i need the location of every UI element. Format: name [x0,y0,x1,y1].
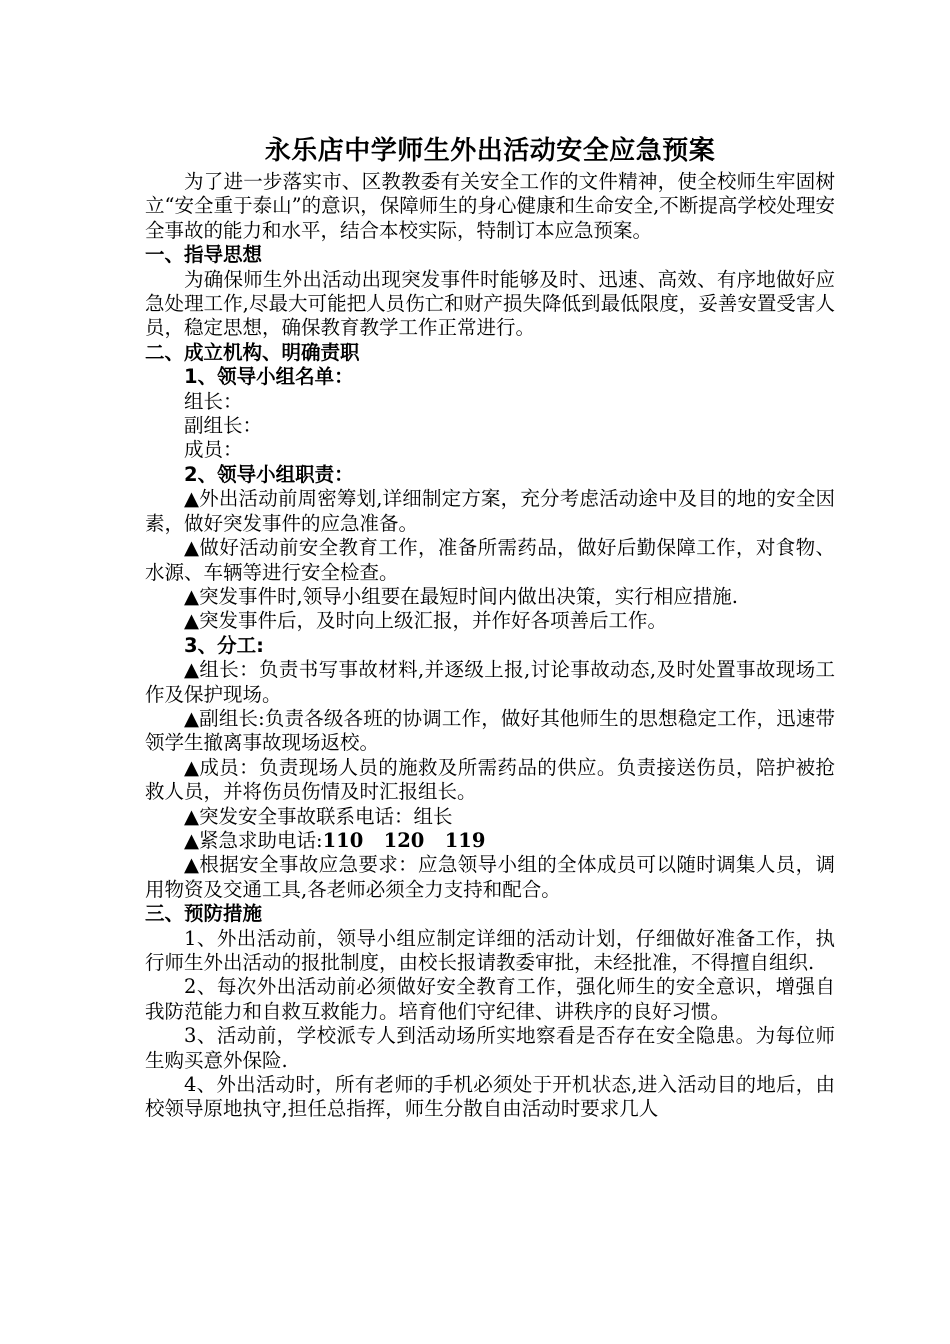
section-paragraph: 为确保师生外出活动出现突发事件时能够及时、迅速、高效、有序地做好应急处理工作,尽最大可能把人员伤亡和财产损失降低到最低限度，妥善安置受害人员，稳定思想，确保教育教学工作正常进行。 [145,267,835,340]
section-heading-guiding-ideology: 一、指导思想 [145,243,263,267]
deputy-leader-line: 副组长： [184,414,263,438]
labor-item: ▲成员：负责现场人员的施救及所需药品的供应。负责接送伤员，陪护被抢救人员，并将伤员伤情及时汇报组长。 [145,755,835,804]
prevention-item: 2、每次外出活动前必须做好安全教育工作，强化师生的安全意识，增强自我防范能力和自救互救能力。培育他们守纪律、讲秩序的良好习惯。 [145,975,835,1023]
subheading-leadership-duties: 2、领导小组职责： [184,462,354,486]
duty-item: ▲突发事件时,领导小组要在最短时间内做出决策，实行相应措施. [184,584,738,608]
duty-item: ▲做好活动前安全教育工作，准备所需药品，做好后勤保障工作，对食物、水源、车辆等进行安全检查。 [145,536,835,584]
prevention-item: 1、外出活动前，领导小组应制定详细的活动计划，仔细做好准备工作，执行师生外出活动的报批制度，由校长报请教委审批，未经批准，不得擅自组织. [145,926,835,974]
duty-item: ▲外出活动前周密筹划,详细制定方案，充分考虑活动途中及目的地的安全因素，做好突发事件的应急准备。 [145,487,835,535]
document-title: 永乐店中学师生外出活动安全应急预案 [264,136,716,166]
leader-line: 组长： [184,389,243,413]
prevention-item: 4、外出活动时，所有老师的手机必须处于开机状态,进入活动目的地后，由校领导原地执守,担任总指挥，师生分散自由活动时要求几人 [145,1073,835,1121]
emergency-phone-line [145,829,835,853]
subheading-division-of-labor: 3、分工: [184,633,264,657]
members-line: 成员： [184,438,243,462]
labor-item: ▲副组长:负责各级各班的协调工作，做好其他师生的思想稳定工作，迅速带领学生撤离事故现场返校。 [145,706,835,755]
duty-item: ▲突发事件后，及时向上级汇报，并作好各项善后工作。 [184,609,667,633]
labor-item: ▲根据安全事故应急要求：应急领导小组的全体成员可以随时调集人员，调用物资及交通工具,各老师必须全力支持和配合。 [145,853,835,901]
document-page [145,134,835,1122]
section-heading-prevention: 三、预防措施 [145,902,263,926]
emergency-phone-numbers: 110 120 119 [322,828,486,852]
section-heading-organization: 二、成立机构、明确责职 [145,340,360,364]
emergency-phone-label: ▲紧急求助电话: [184,828,323,852]
subheading-leadership-list: 1、领导小组名单： [184,365,354,389]
labor-item: ▲突发安全事故联系电话：组长 [184,804,453,828]
labor-item: ▲组长：负责书写事故材料,并逐级上报,讨论事故动态,及时处置事故现场工作及保护现场。 [145,658,835,706]
prevention-item: 3、活动前，学校派专人到活动场所实地察看是否存在安全隐患。为每位师生购买意外保险. [145,1024,835,1072]
intro-paragraph: 为了进一步落实市、区教教委有关安全工作的文件精神，使全校师生牢固树立“安全重于泰山”的意识，保障师生的身心健康和生命安全,不断提高学校处理安全事故的能力和水平，结合本校实际，特制订本应急预案。 [145,170,835,242]
